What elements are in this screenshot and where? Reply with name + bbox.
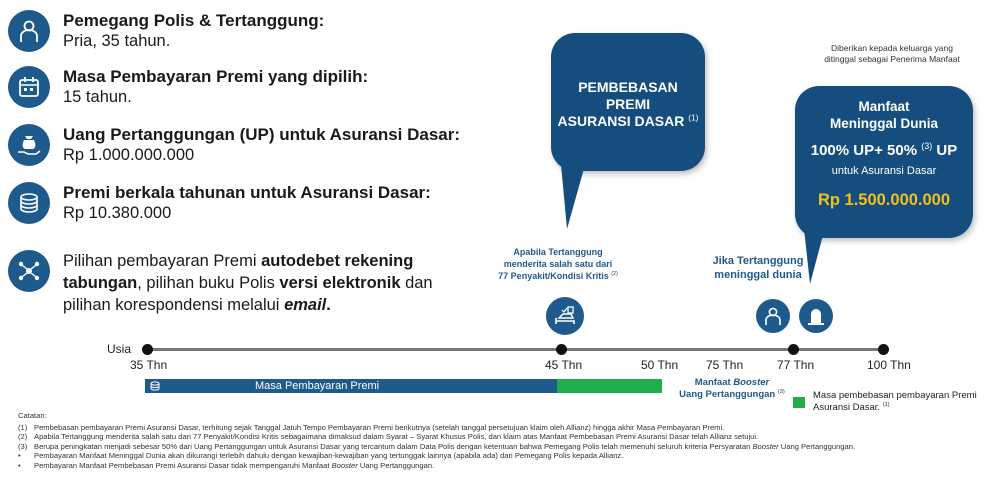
info-item-pilihan	[8, 250, 458, 316]
waiver-bubble-tail	[555, 165, 595, 235]
person-icon	[756, 299, 790, 333]
payment-options-text: Pilihan pembayaran Premi autodebet rekening tabungan, pilihan buku Polis versi elektronik dan pilihan korespondensi melalui email.	[63, 252, 433, 314]
legend-swatch	[793, 397, 805, 408]
note-1: (1) Pembebasan pembayaran Premi Asuransi Dasar, terhitung sejak Tanggal Jatuh Tempo Pembayaran Premi berikutnya (setelah tanggal persetujuan klaim oleh Allianz) hingga akhir Masa Pembayaran Premi.	[18, 422, 725, 432]
death-bubble-sub: untuk Asuransi Dasar	[831, 165, 937, 177]
premium-period-bar	[145, 379, 557, 393]
tick-label: 100 Thn	[867, 358, 911, 372]
item-title: Masa Pembayaran Premi yang dipilih:	[63, 67, 369, 86]
calendar-icon	[8, 66, 50, 108]
death-bubble-title: Manfaat Meninggal Dunia	[830, 99, 938, 131]
legend-text: Masa pembebasan pembayaran Premi Asuransi Dasar. $^{(1)}$	[813, 390, 977, 413]
item-value: Pria, 35 tahun.	[63, 32, 171, 50]
person-icon	[8, 10, 50, 52]
timeline-dot	[142, 344, 153, 355]
timeline-dot	[878, 344, 889, 355]
death-annotation: Jika Tertanggung meninggal dunia	[712, 255, 804, 281]
tick-label: 77 Thn	[777, 358, 815, 372]
tombstone-icon	[799, 299, 833, 333]
usia-label: Usia	[107, 342, 132, 356]
timeline-axis	[147, 348, 884, 351]
item-value: Rp 1.000.000.000	[63, 146, 195, 164]
tick-label: 50 Thn	[641, 358, 679, 372]
item-value: Rp 10.380.000	[63, 204, 172, 222]
item-title: Pemegang Polis & Tertanggung:	[63, 11, 325, 30]
tick-label: 75 Thn	[706, 358, 744, 372]
network-icon	[8, 250, 50, 292]
timeline-dot	[788, 344, 799, 355]
note-bullet-2: • Pembayaran Manfaat Pembebasan Premi Asuransi Dasar tidak mempengaruhi Manfaat Booster Uang Pertanggungan.	[18, 460, 435, 470]
timeline-dot	[556, 344, 567, 355]
info-item-up	[8, 124, 468, 166]
death-bubble-formula: 100% UP+ 50% $^{(3)}$ UP	[810, 141, 958, 159]
waiver-period-bar	[557, 379, 662, 393]
notes-title: Catatan:	[18, 411, 47, 420]
medical-bed-icon	[546, 297, 584, 335]
waiver-bubble: PEMBEBASAN PREMI ASURANSI DASAR $^{(1)}$	[551, 33, 705, 171]
item-title: Premi berkala tahunan untuk Asuransi Dasar:	[63, 183, 431, 202]
tick-label: 45 Thn	[545, 358, 583, 372]
coins-small-icon	[145, 380, 164, 392]
note-2: (2) Apabila Tertanggung menderita salah satu dari 77 Penyakit/Kondisi Kritis sebagaimana dimaksud dalam Syarat – Syarat Khusus Polis, dan klaim atas Manfaat Pembebasan Premi Asuransi Dasar telah Allianz setujui.	[18, 432, 759, 442]
info-item-pemegang	[8, 10, 468, 52]
item-value: 15 tahun.	[63, 88, 132, 106]
money-hand-icon	[8, 124, 50, 166]
beneficiary-note: Diberikan kepada keluarga yang ditinggal sebagai Penerima Manfaat	[824, 43, 960, 64]
coins-icon	[8, 182, 50, 224]
premium-bar-label: Masa Pembayaran Premi	[255, 380, 380, 392]
footnotes	[18, 411, 978, 471]
booster-annotation: Manfaat Booster Uang Pertanggungan $^{(3)}$	[679, 377, 785, 400]
info-item-masa	[8, 66, 468, 108]
note-3: (3) Berupa peningkatan menjadi sebesar 50% dari Uang Pertanggungan untuk Asuransi Dasar yang tercantum dalam Data Polis dengan ketentuan bahwa Pemegang Polis telah memenuhi seluruh kriteria Persyaratan Booster Uang Pertanggungan.	[18, 441, 856, 451]
death-bubble-amount: Rp 1.500.000.000	[817, 191, 951, 209]
tick-label: 35 Thn	[130, 358, 168, 372]
item-title: Uang Pertanggungan (UP) untuk Asuransi Dasar:	[63, 125, 461, 144]
info-item-premi	[8, 182, 468, 224]
note-bullet-1: • Pembayaran Manfaat Meninggal Dunia akan dikurangi terlebih dahulu dengan kewajiban-kewajiban yang tertunggak lainnya (apabila ada) dari Pemegang Polis kepada Allianz.	[18, 451, 624, 461]
critical-illness-annotation: Apabila Tertanggung menderita salah satu dari 77 Penyakit/Kondisi Kritis $^{(2)}$	[498, 247, 618, 281]
